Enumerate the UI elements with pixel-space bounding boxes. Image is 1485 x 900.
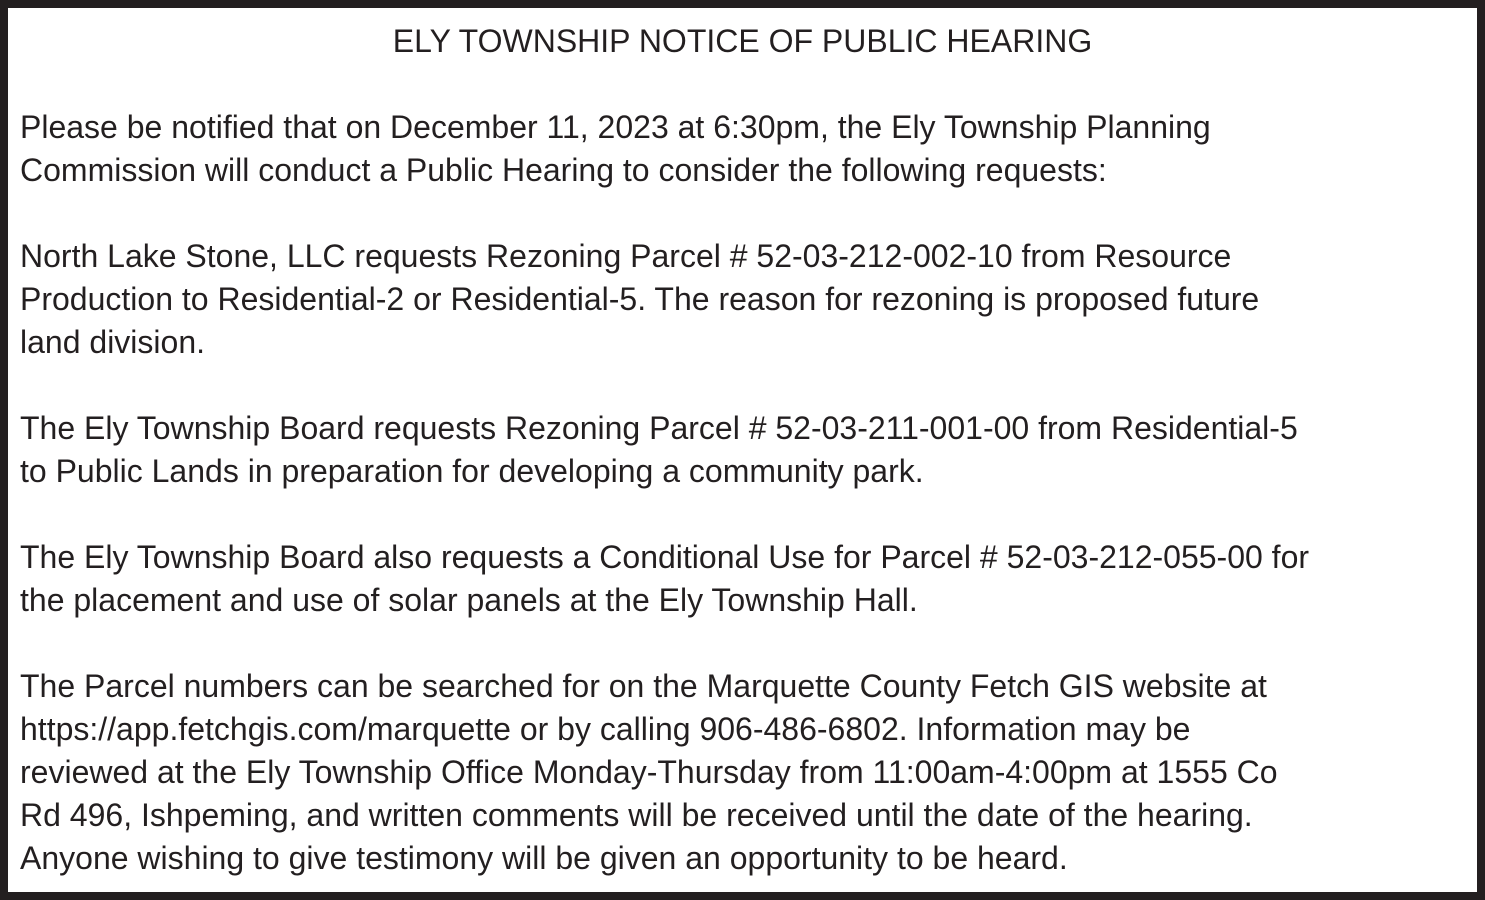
text-line: the placement and use of solar panels at the Ely Township Hall.	[20, 582, 918, 618]
notice-title: ELY TOWNSHIP NOTICE OF PUBLIC HEARING	[392, 23, 1093, 59]
text-line: to Public Lands in preparation for developing a community park.	[20, 453, 924, 489]
text-line: Production to Residential-2 or Residential-5. The reason for rezoning is proposed future	[20, 281, 1260, 317]
paragraph-parcel-info	[20, 665, 1465, 880]
text-line: Commission will conduct a Public Hearing to consider the following requests:	[20, 152, 1107, 188]
text-line: Please be notified that on December 11, 2023 at 6:30pm, the Ely Township Planning	[20, 109, 1211, 145]
paragraph-township-board-rezoning	[20, 407, 1465, 493]
paragraph-north-lake-stone-request	[20, 235, 1465, 364]
text-line: The Parcel numbers can be searched for on the Marquette County Fetch GIS website at	[20, 668, 1267, 704]
text-line: Rd 496, Ishpeming, and written comments will be received until the date of the hearing.	[20, 797, 1253, 833]
text-line: land division.	[20, 324, 205, 360]
text-line: The Ely Township Board also requests a Conditional Use for Parcel # 52-03-212-055-00 for	[20, 539, 1310, 575]
paragraph-conditional-use	[20, 536, 1465, 622]
text-line: The Ely Township Board requests Rezoning Parcel # 52-03-211-001-00 from Residential-5	[20, 410, 1298, 446]
paragraph-hearing-date	[20, 106, 1465, 192]
text-line: Anyone wishing to give testimony will be given an opportunity to be heard.	[20, 840, 1068, 876]
text-line: North Lake Stone, LLC requests Rezoning Parcel # 52-03-212-002-10 from Resource	[20, 238, 1232, 274]
text-line: reviewed at the Ely Township Office Monday-Thursday from 11:00am-4:00pm at 1555 Co	[20, 754, 1278, 790]
text-line: https://app.fetchgis.com/marquette or by calling 906-486-6802. Information may be	[20, 711, 1191, 747]
